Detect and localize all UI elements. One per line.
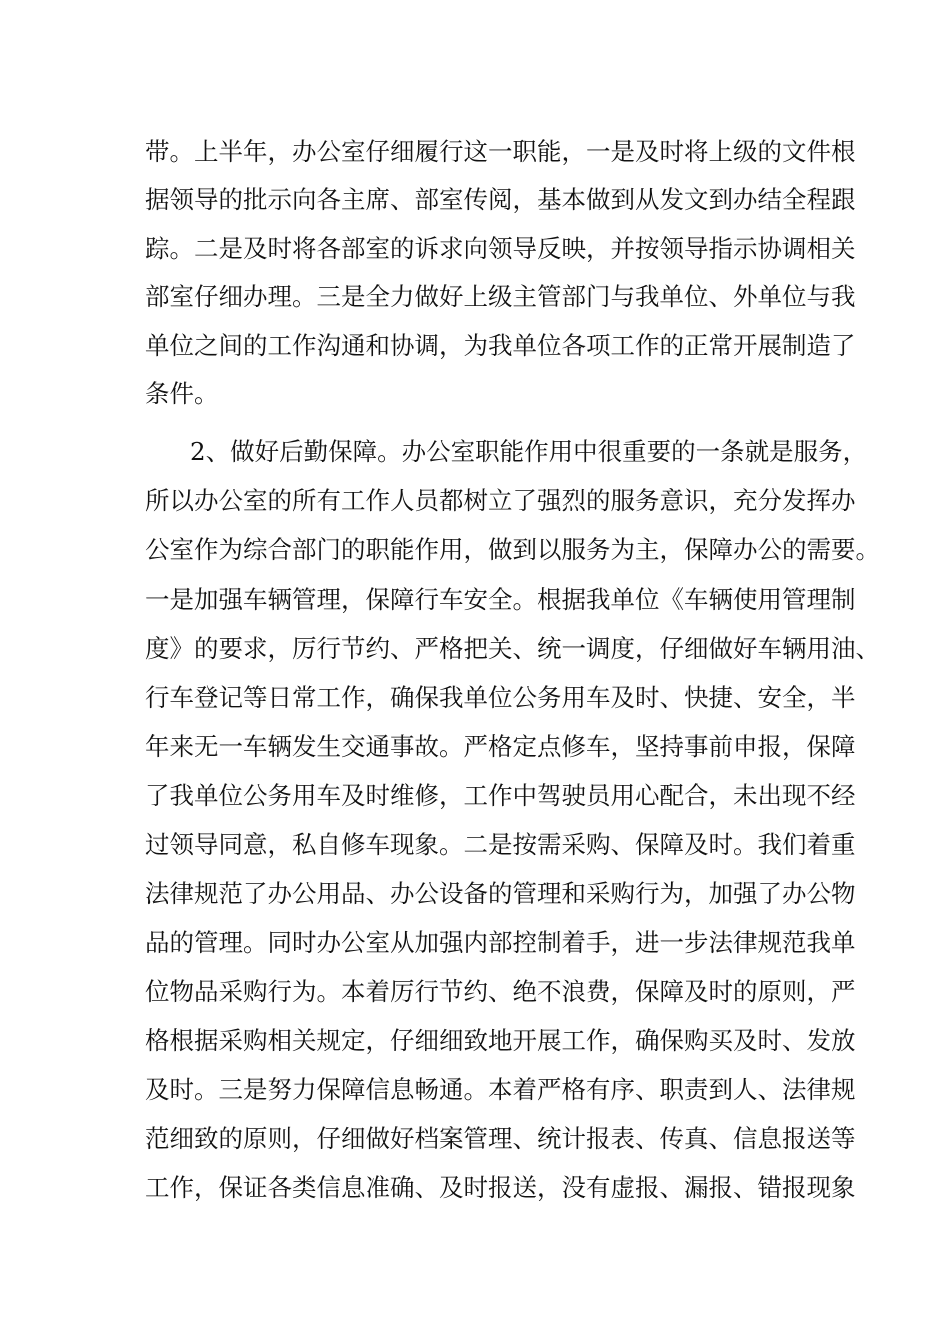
- paragraph-line: 范细致的原则，仔细做好档案管理、统计报表、传真、信息报送等: [145, 1124, 856, 1153]
- paragraph-line: 及时。三是努力保障信息畅通。本着严格有序、职责到人、法律规: [145, 1075, 856, 1104]
- paragraph-line: 踪。二是及时将各部室的诉求向领导反映，并按领导指示协调相关: [145, 234, 856, 263]
- paragraph-line: 年来无一车辆发生交通事故。严格定点修车，坚持事前申报，保障: [145, 732, 856, 761]
- paragraph-line: 过领导同意，私自修车现象。二是按需采购、保障及时。我们着重: [145, 830, 856, 859]
- paragraph-line: 了我单位公务用车及时维修，工作中驾驶员用心配合，未出现不经: [145, 781, 856, 810]
- paragraph-line: 带。上半年，办公室仔细履行这一职能，一是及时将上级的文件根: [145, 137, 856, 166]
- paragraph-line: 部室仔细办理。三是全力做好上级主管部门与我单位、外单位与我: [145, 282, 856, 311]
- paragraph-line: 据领导的批示向各主席、部室传阅，基本做到从发文到办结全程跟: [145, 185, 856, 214]
- paragraph-line: 度》的要求，厉行节约、严格把关、统一调度，仔细做好车辆用油、: [145, 634, 880, 663]
- paragraph-line: 单位之间的工作沟通和协调，为我单位各项工作的正常开展制造了: [145, 331, 856, 360]
- paragraph-line: 格根据采购相关规定，仔细细致地开展工作，确保购买及时、发放: [145, 1026, 856, 1055]
- paragraph-line: 2、做好后勤保障。办公室职能作用中很重要的一条就是服务，: [190, 437, 868, 466]
- paragraph-line: 所以办公室的所有工作人员都树立了强烈的服务意识，充分发挥办: [145, 486, 856, 515]
- paragraph-line: 公室作为综合部门的职能作用，做到以服务为主，保障办公的需要。: [145, 535, 880, 564]
- paragraph-line: 行车登记等日常工作，确保我单位公务用车及时、快捷、安全，半: [145, 683, 856, 712]
- paragraph-line: 品的管理。同时办公室从加强内部控制着手，进一步法律规范我单: [145, 928, 856, 957]
- paragraph-line: 位物品采购行为。本着厉行节约、绝不浪费，保障及时的原则，严: [145, 977, 856, 1006]
- paragraph-line: 法律规范了办公用品、办公设备的管理和采购行为，加强了办公物: [145, 879, 856, 908]
- paragraph-line: 一是加强车辆管理，保障行车安全。根据我单位《车辆使用管理制: [145, 585, 856, 614]
- paragraph-line: 条件。: [145, 379, 219, 408]
- paragraph-line: 工作，保证各类信息准确、及时报送，没有虚报、漏报、错报现象: [145, 1173, 856, 1202]
